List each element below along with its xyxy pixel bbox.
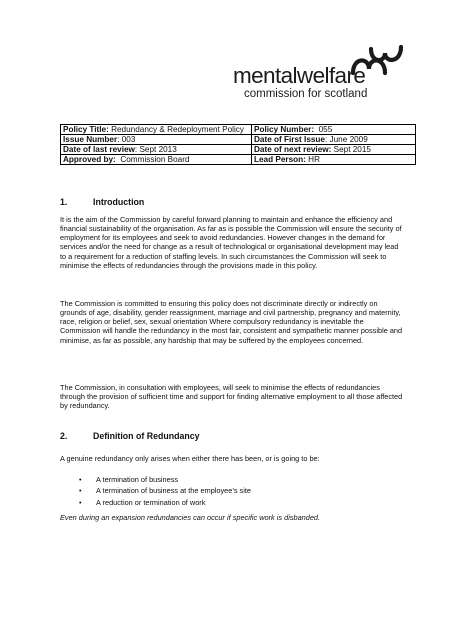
list-item: • A termination of business at the employee’s site	[79, 485, 251, 496]
table-row	[61, 135, 416, 145]
issue-number-label: Issue Number	[63, 135, 118, 144]
logo-subtitle: commission for scotland	[244, 88, 368, 100]
list-item: • A reduction or termination of work	[79, 497, 251, 508]
next-review-label: Date of next review:	[254, 145, 332, 154]
policy-title-label: Policy Title:	[63, 125, 109, 134]
table-row	[61, 145, 416, 155]
lead-person-cell	[252, 155, 416, 165]
first-issue-value: : June 2009	[324, 135, 368, 144]
next-review-cell	[252, 145, 416, 155]
table-row	[61, 155, 416, 165]
policy-number-value: 055	[318, 125, 333, 134]
issue-number-value: : 003	[117, 135, 136, 144]
next-review-value: Sept 2015	[333, 145, 371, 154]
redundancy-conditions-list	[79, 474, 251, 508]
first-issue-cell	[252, 135, 416, 145]
issue-number-cell	[61, 135, 252, 145]
policy-number-label: Policy Number:	[254, 125, 315, 134]
list-item: • A termination of business	[79, 474, 251, 485]
last-review-value: : Sept 2013	[134, 145, 177, 154]
section-heading-definition	[60, 431, 200, 441]
section-heading-introduction	[60, 197, 144, 207]
paragraph: The Commission is committed to ensuring this policy does not discriminate directly or indirectly on grounds of age, disability, gender reassignment, marriage and civil partnership, pregnancy and maternity, race, religion or belief, sex, sexual orientation Where compulsory redundancy is inevitable the Commission will handle the redundancy in the most fair, consistent and sympathetic manner possible and minimise, as far as possible, any hardship that may be suffered by the employees concerned.	[60, 299, 403, 345]
paragraph: The Commission, in consultation with employees, will seek to minimise the effects of redundancies through the provision of sufficient time and support for finding alternative employment to all those affected by redundancy.	[60, 383, 403, 411]
paragraph: A genuine redundancy only arises when either there has been, or is going to be:	[60, 454, 320, 463]
policy-info-table	[60, 124, 416, 165]
organisation-logo	[233, 43, 423, 105]
paragraph: It is the aim of the Commission by careful forward planning to maintain and enhance the efficiency and financial sustainability of the organisation. As far as is possible the Commission will ensure the security of employment for its employees and seek to avoid redundancies. However changes in the demand for services and/or the need for change as a result of technological or organisational development may lead to a requirement for a reduction of staffing levels. In such circumstances the Commission will seek to minimise the effects of redundancies through the provisions made in this policy.	[60, 215, 402, 270]
approved-by-cell	[61, 155, 252, 165]
last-review-label: Date of last review	[63, 145, 135, 154]
lead-person-value: HR	[308, 155, 320, 164]
policy-number-cell	[252, 125, 416, 135]
section-number: 2.	[60, 431, 68, 441]
section-number: 1.	[60, 197, 68, 207]
section-title: Introduction	[93, 197, 145, 207]
section-title: Definition of Redundancy	[93, 431, 200, 441]
table-row	[61, 125, 416, 135]
italic-note: Even during an expansion redundancies can occur if specific work is disbanded.	[60, 513, 321, 522]
last-review-cell	[61, 145, 252, 155]
approved-by-value: Commission Board	[120, 155, 190, 164]
policy-title-value: Redundancy & Redeployment Policy	[111, 125, 244, 134]
logo-wordmark: mentalwelfare	[233, 63, 366, 88]
lead-person-label: Lead Person:	[254, 155, 306, 164]
approved-by-label: Approved by:	[63, 155, 116, 164]
policy-title-cell	[61, 125, 252, 135]
first-issue-label: Date of First Issue	[254, 135, 325, 144]
